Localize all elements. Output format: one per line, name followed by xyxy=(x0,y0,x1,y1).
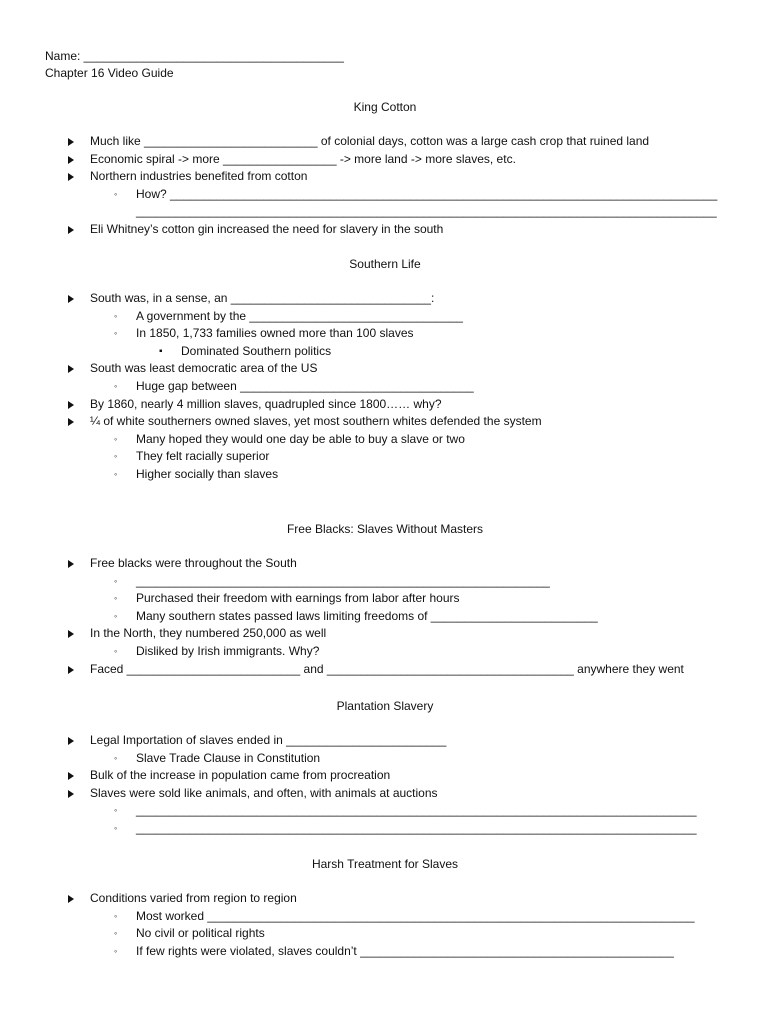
outline-item-text: Conditions varied from region to region xyxy=(90,891,297,905)
outline-item-text: No civil or political rights xyxy=(136,926,265,941)
arrow-bullet-icon xyxy=(67,661,75,679)
outline-item-text: Legal Importation of slaves ended in ________________________ xyxy=(90,733,447,747)
outline-item-level-2 xyxy=(0,820,770,838)
outline-item-text: A government by the ________________________________ xyxy=(136,308,463,323)
outline-item-text: ¼ of white southerners owned slaves, yet most southern whites defended the system xyxy=(90,414,542,429)
arrow-bullet-icon xyxy=(67,168,75,186)
circle-bullet-icon: ◦ xyxy=(114,910,118,921)
section-free-blacks xyxy=(0,521,770,678)
outline-item-level-1 xyxy=(0,168,770,186)
circle-bullet-icon: ◦ xyxy=(114,645,118,656)
outline-item-level-2 xyxy=(0,608,770,626)
outline-item-level-2 xyxy=(0,431,770,449)
arrow-bullet-icon xyxy=(67,625,75,643)
outline-item-level-2 xyxy=(0,378,770,396)
outline-item-text: ______________________________________________________________ xyxy=(136,573,550,588)
outline-item-text: Slave Trade Clause in Constitution xyxy=(136,750,321,765)
outline-item-text: _______________________________________________________________________________________ xyxy=(136,204,717,219)
outline-item-text: ____________________________________________________________________________________ xyxy=(136,803,697,818)
arrow-bullet-icon xyxy=(67,732,75,750)
outline-item-level-3 xyxy=(0,343,770,361)
outline-item-text: South was least democratic area of the US xyxy=(90,361,318,376)
arrow-bullet-icon xyxy=(67,151,75,169)
section-southern-life xyxy=(0,256,770,484)
outline-item-level-1 xyxy=(0,396,770,414)
arrow-bullet-icon xyxy=(67,360,75,378)
name-line: Name: _______________________________________ xyxy=(45,49,344,63)
section-plantation-slavery xyxy=(0,698,770,838)
outline-item-text: Many southern states passed laws limiting freedoms of _________________________ xyxy=(136,608,598,623)
circle-bullet-icon: ◦ xyxy=(114,451,118,462)
outline-item-text: Slaves were sold like animals, and often, with animals at auctions xyxy=(90,785,438,800)
circle-bullet-icon: ◦ xyxy=(114,805,118,816)
arrow-bullet-icon xyxy=(67,767,75,785)
square-bullet-icon: ▪ xyxy=(159,345,163,357)
outline-item-level-2 xyxy=(0,448,770,466)
outline-item-level-1 xyxy=(0,732,770,750)
outline-item-text: Economic spiral -> more _________________ -> more land -> more slaves, etc. xyxy=(90,151,516,166)
outline-item-text: South was, in a sense, an ______________________________: xyxy=(90,291,435,305)
outline-item-text: If few rights were violated, slaves couldn’t _______________________________________________ xyxy=(136,943,674,958)
outline-item-text: Huge gap between ___________________________________ xyxy=(136,378,474,393)
circle-bullet-icon: ◦ xyxy=(114,328,118,339)
arrow-bullet-icon xyxy=(67,785,75,803)
worksheet-header xyxy=(45,48,344,82)
outline-item-text: Bulk of the increase in population came from procreation xyxy=(90,768,391,783)
outline-item-level-2 xyxy=(0,308,770,326)
circle-bullet-icon: ◦ xyxy=(114,610,118,621)
outline-item-text: Purchased their freedom with earnings from labor after hours xyxy=(136,591,460,606)
arrow-bullet-icon xyxy=(67,133,75,151)
outline-item-level-2 xyxy=(0,925,770,943)
outline-item-level-2 xyxy=(0,943,770,961)
outline-item-level-1 xyxy=(0,360,770,378)
outline-item-text: Free blacks were throughout the South xyxy=(90,556,297,570)
outline-item-text: Eli Whitney’s cotton gin increased the need for slavery in the south xyxy=(90,221,444,236)
outline-item-text: How? __________________________________________________________________________________ xyxy=(136,186,718,201)
outline-item-text: Faced __________________________ and _____________________________________ anywhere they went xyxy=(90,661,684,676)
circle-bullet-icon: ◦ xyxy=(114,188,118,199)
outline-item-level-1 xyxy=(0,555,770,573)
section-title: Plantation Slavery xyxy=(336,699,434,713)
outline-item-level-2 xyxy=(0,573,770,591)
circle-bullet-icon: ◦ xyxy=(114,928,118,939)
outline-item-text: Much like __________________________ of colonial days, cotton was a large cash crop that ruined land xyxy=(90,134,650,148)
section-title: Harsh Treatment for Slaves xyxy=(311,857,459,871)
outline-item-text: Higher socially than slaves xyxy=(136,466,279,481)
circle-bullet-icon: ◦ xyxy=(114,380,118,391)
outline-item-text: Dominated Southern politics xyxy=(181,343,332,358)
outline-item-level-1 xyxy=(0,890,770,908)
outline-item-level-1 xyxy=(0,625,770,643)
outline-item-text: Disliked by Irish immigrants. Why? xyxy=(136,643,320,658)
circle-bullet-icon: ◦ xyxy=(114,945,118,956)
worksheet-subtitle: Chapter 16 Video Guide xyxy=(45,66,174,80)
arrow-bullet-icon xyxy=(67,413,75,431)
arrow-bullet-icon xyxy=(67,890,75,908)
outline-item-level-2 xyxy=(0,203,770,221)
circle-bullet-icon: ◦ xyxy=(114,593,118,604)
outline-item-level-2 xyxy=(0,750,770,768)
outline-item-level-1 xyxy=(0,767,770,785)
circle-bullet-icon: ◦ xyxy=(114,752,118,763)
outline-item-level-2 xyxy=(0,802,770,820)
section-king-cotton xyxy=(0,99,770,239)
outline-item-text: In the North, they numbered 250,000 as well xyxy=(90,626,327,641)
outline-item-level-1 xyxy=(0,413,770,431)
outline-item-level-2 xyxy=(0,643,770,661)
outline-item-level-2 xyxy=(0,590,770,608)
outline-item-level-1 xyxy=(0,661,770,679)
arrow-bullet-icon xyxy=(67,396,75,414)
circle-bullet-icon: ◦ xyxy=(114,310,118,321)
section-title: Free Blacks: Slaves Without Masters xyxy=(286,522,484,536)
circle-bullet-icon: ◦ xyxy=(114,822,118,833)
outline-item-text: Most worked _________________________________________________________________________ xyxy=(136,908,695,923)
outline-item-text: In 1850, 1,733 families owned more than 100 slaves xyxy=(136,326,414,341)
arrow-bullet-icon xyxy=(67,290,75,308)
circle-bullet-icon: ◦ xyxy=(114,433,118,444)
outline-item-text: Many hoped they would one day be able to buy a slave or two xyxy=(136,431,465,446)
outline-item-text: ____________________________________________________________________________________ xyxy=(136,820,697,835)
outline-item-level-1 xyxy=(0,290,770,308)
arrow-bullet-icon xyxy=(67,221,75,239)
outline-item-level-2 xyxy=(0,186,770,204)
outline-item-level-2 xyxy=(0,325,770,343)
section-title: Southern Life xyxy=(349,257,421,271)
outline-item-level-2 xyxy=(0,466,770,484)
circle-bullet-icon: ◦ xyxy=(114,575,118,586)
outline-item-text: They felt racially superior xyxy=(136,449,270,464)
outline-item-level-1 xyxy=(0,221,770,239)
outline-item-level-1 xyxy=(0,151,770,169)
circle-bullet-icon: ◦ xyxy=(114,468,118,479)
arrow-bullet-icon xyxy=(67,555,75,573)
section-harsh-treatment xyxy=(0,856,770,960)
outline-item-level-1 xyxy=(0,785,770,803)
outline-item-text: Northern industries benefited from cotton xyxy=(90,169,308,184)
outline-item-text: By 1860, nearly 4 million slaves, quadrupled since 1800…… why? xyxy=(90,396,442,411)
outline-item-level-1 xyxy=(0,133,770,151)
outline-item-level-2 xyxy=(0,908,770,926)
section-title: King Cotton xyxy=(353,100,417,114)
